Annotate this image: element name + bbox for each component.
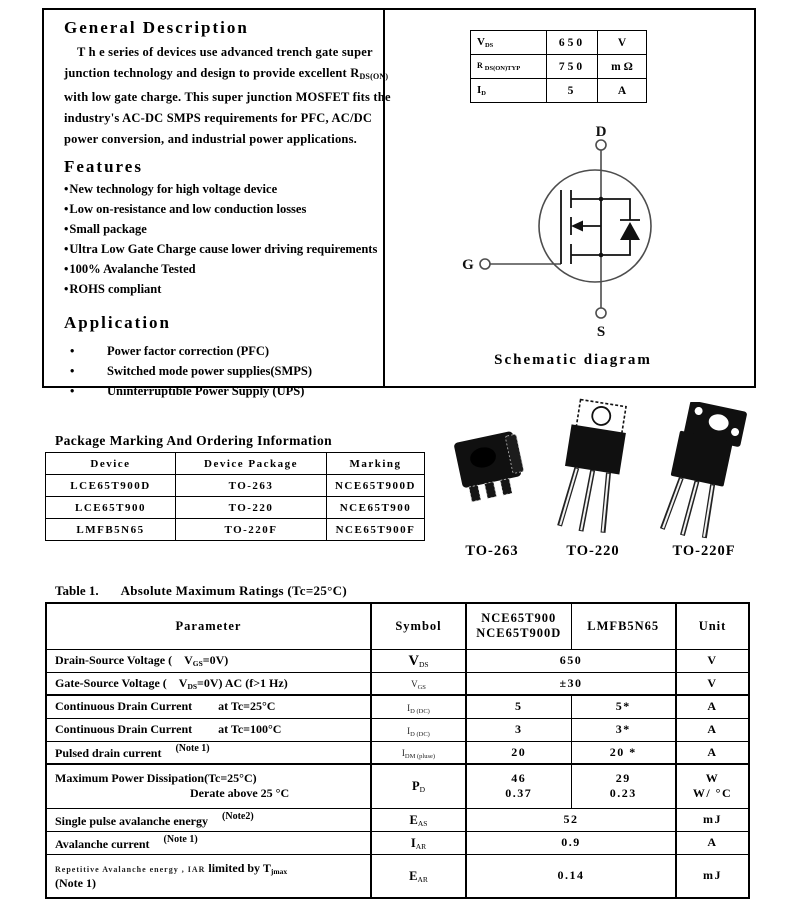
table-number-label: Table 1. xyxy=(55,583,99,598)
value-cell: 3* xyxy=(571,718,676,741)
spec-symbol: ID xyxy=(471,79,547,103)
mosfet-schematic-diagram xyxy=(423,118,723,348)
bullet-icon: • xyxy=(64,182,69,196)
package-image-to220f xyxy=(652,402,752,549)
spec-unit: m Ω xyxy=(598,55,647,79)
marking-cell: NCE65T900D xyxy=(327,475,425,497)
feature-item: •Low on-resistance and low conduction losses xyxy=(64,202,307,216)
table-row xyxy=(46,475,425,497)
schematic-column xyxy=(385,10,754,386)
table-row xyxy=(471,31,647,55)
table-row-ear xyxy=(46,854,749,898)
bullet-icon: • xyxy=(70,364,75,378)
package-cell: TO-220F xyxy=(176,519,327,541)
bullet-icon: • xyxy=(64,262,69,276)
parameter-cell: Gate-Source Voltage ( VDS=0V) AC (f>1 Hz) xyxy=(46,672,371,695)
table-row-idm xyxy=(46,741,749,764)
bullet-icon: • xyxy=(70,344,75,358)
overview-panel xyxy=(42,8,756,398)
application-title: Application xyxy=(64,313,172,332)
table-row-iar xyxy=(46,831,749,854)
symbol-cell: ID (DC) xyxy=(371,718,466,741)
source-terminal-label: S xyxy=(596,324,606,340)
gate-terminal-label: G xyxy=(462,257,474,273)
column-header: NCE65T900 NCE65T900D xyxy=(466,603,571,649)
description-line: power conversion, and industrial power applications. xyxy=(64,132,357,146)
description-column xyxy=(44,10,391,398)
value-cell: 0.14 xyxy=(466,854,676,898)
parameter-cell: Pulsed drain current $^{(Note 1)}$ xyxy=(46,741,371,764)
column-header: Unit xyxy=(676,603,749,649)
table-row xyxy=(46,497,425,519)
symbol-cell: VDS xyxy=(371,649,466,672)
description-line: with low gate charge. This super junction MOSFET fits the xyxy=(64,90,391,104)
marking-cell: NCE65T900F xyxy=(327,519,425,541)
table-header-row xyxy=(46,603,749,649)
value-cell: 3 xyxy=(466,718,571,741)
table-title-text: Absolute Maximum Ratings (Tc=25°C) xyxy=(120,583,347,598)
device-cell: LCE65T900 xyxy=(46,497,176,519)
ordering-section-title: Package Marking And Ordering Information xyxy=(55,433,333,448)
package-image-to263 xyxy=(445,416,537,526)
schematic-caption: Schematic diagram xyxy=(494,352,652,368)
application-item: • Switched mode power supplies(SMPS) xyxy=(64,361,375,381)
value-cell: 29 0.23 xyxy=(571,764,676,808)
package-label: TO-220 xyxy=(566,543,620,559)
table-row-pd xyxy=(46,764,749,808)
table-row-id100 xyxy=(46,718,749,741)
feature-item: •New technology for high voltage device xyxy=(64,182,278,196)
package-cell: TO-263 xyxy=(176,475,327,497)
parameter-cell: Continuous Drain Current at Tc=100°C xyxy=(46,718,371,741)
features-list xyxy=(64,179,378,299)
device-cell: LCE65T900D xyxy=(46,475,176,497)
value-cell: 52 xyxy=(466,808,676,831)
unit-cell: A xyxy=(676,741,749,764)
spec-unit: A xyxy=(598,79,647,103)
ordering-table xyxy=(45,452,425,541)
spec-symbol: R $_{DS(ON)TYP}$ xyxy=(471,55,547,79)
description-line: T h e series of devices use advanced trench gate super xyxy=(77,45,373,59)
table-row-vds xyxy=(46,649,749,672)
column-header: Device Package xyxy=(176,453,327,475)
symbol-cell: VGS xyxy=(371,672,466,695)
symbol-cell: EAR xyxy=(371,854,466,898)
symbol-cell: ID (DC) xyxy=(371,695,466,718)
application-list xyxy=(64,341,375,401)
table-row xyxy=(46,519,425,541)
value-cell: 46 0.37 xyxy=(466,764,571,808)
table-row-eas xyxy=(46,808,749,831)
parameter-cell: Continuous Drain Current at Tc=25°C xyxy=(46,695,371,718)
unit-cell: V xyxy=(676,672,749,695)
value-cell: 20 xyxy=(466,741,571,764)
description-line: industry's AC-DC SMPS requirements for PFC, AC/DC xyxy=(64,111,373,125)
spec-symbol: VDS xyxy=(471,31,547,55)
application-item: • Uninterruptible Power Supply (UPS) xyxy=(64,381,375,401)
spec-value: 5 xyxy=(547,79,598,103)
parameter-cell: Single pulse avalanche energy $^{(Note2)}$ xyxy=(46,808,371,831)
value-cell: 20 * xyxy=(571,741,676,764)
description-line: junction technology and design to provide excellent $R_{DS(ON)}$ xyxy=(64,66,389,81)
unit-cell: mJ xyxy=(676,808,749,831)
spec-value: 650 xyxy=(547,31,598,55)
table-header-row xyxy=(46,453,425,475)
feature-item: •100% Avalanche Tested xyxy=(64,262,196,276)
bullet-icon: • xyxy=(64,202,69,216)
unit-cell: V xyxy=(676,649,749,672)
parameter-cell: Repetitive Avalanche energy , IAR limited by Tjmax (Note 1) xyxy=(46,854,371,898)
parameter-cell: Drain-Source Voltage ( VGS=0V) xyxy=(46,649,371,672)
feature-item: •Ultra Low Gate Charge cause lower driving requirements xyxy=(64,242,378,256)
feature-item: •Small package xyxy=(64,222,147,236)
parameter-cell: Avalanche current $^{(Note 1)}$ xyxy=(46,831,371,854)
unit-cell: mJ xyxy=(676,854,749,898)
drain-terminal-label: D xyxy=(595,124,607,140)
symbol-cell: EAS xyxy=(371,808,466,831)
feature-item: •ROHS compliant xyxy=(64,282,162,296)
table-row xyxy=(471,79,647,103)
value-cell: 650 xyxy=(466,649,676,672)
symbol-cell: IAR xyxy=(371,831,466,854)
ratings-table-title xyxy=(55,583,347,599)
spec-value: 750 xyxy=(547,55,598,79)
marking-cell: NCE65T900 xyxy=(327,497,425,519)
column-header: Parameter xyxy=(46,603,371,649)
value-cell: 5* xyxy=(571,695,676,718)
bullet-icon: • xyxy=(64,282,69,296)
package-label: TO-220F xyxy=(672,543,736,559)
value-cell: 5 xyxy=(466,695,571,718)
spec-unit: V xyxy=(598,31,647,55)
parameter-cell: Maximum Power Dissipation(Tc=25°C) Derate above 25 °C xyxy=(46,764,371,808)
unit-cell: A xyxy=(676,718,749,741)
key-specs-table xyxy=(470,30,647,103)
symbol-cell: PD xyxy=(371,764,466,808)
note-superscript: (Note2) xyxy=(222,810,254,822)
symbol-cell: IDM (pluse) xyxy=(371,741,466,764)
bullet-icon: • xyxy=(64,222,69,236)
general-description-paragraph xyxy=(64,42,391,150)
table-row xyxy=(471,55,647,79)
value-cell: 0.9 xyxy=(466,831,676,854)
column-header: LMFB5N65 xyxy=(571,603,676,649)
value-cell: ±30 xyxy=(466,672,676,695)
table-row-id25 xyxy=(46,695,749,718)
device-cell: LMFB5N65 xyxy=(46,519,176,541)
package-image-to220 xyxy=(550,398,632,545)
unit-cell: A xyxy=(676,831,749,854)
column-header: Marking xyxy=(327,453,425,475)
rdson-subscript: DS(ON) xyxy=(359,72,389,81)
features-title: Features xyxy=(64,157,143,176)
unit-cell: A xyxy=(676,695,749,718)
unit-cell: W W/ °C xyxy=(676,764,749,808)
column-header: Device xyxy=(46,453,176,475)
application-item: • Power factor correction (PFC) xyxy=(64,341,375,361)
bullet-icon: • xyxy=(70,384,75,398)
general-description-title: General Description xyxy=(64,18,249,37)
ratings-table xyxy=(45,602,750,899)
bullet-icon: • xyxy=(64,242,69,256)
table-row-vgs xyxy=(46,672,749,695)
package-label: TO-263 xyxy=(465,543,519,559)
note-superscript: (Note 1) xyxy=(163,833,198,845)
note-superscript: (Note 1) xyxy=(175,743,210,755)
column-header: Symbol xyxy=(371,603,466,649)
package-cell: TO-220 xyxy=(176,497,327,519)
